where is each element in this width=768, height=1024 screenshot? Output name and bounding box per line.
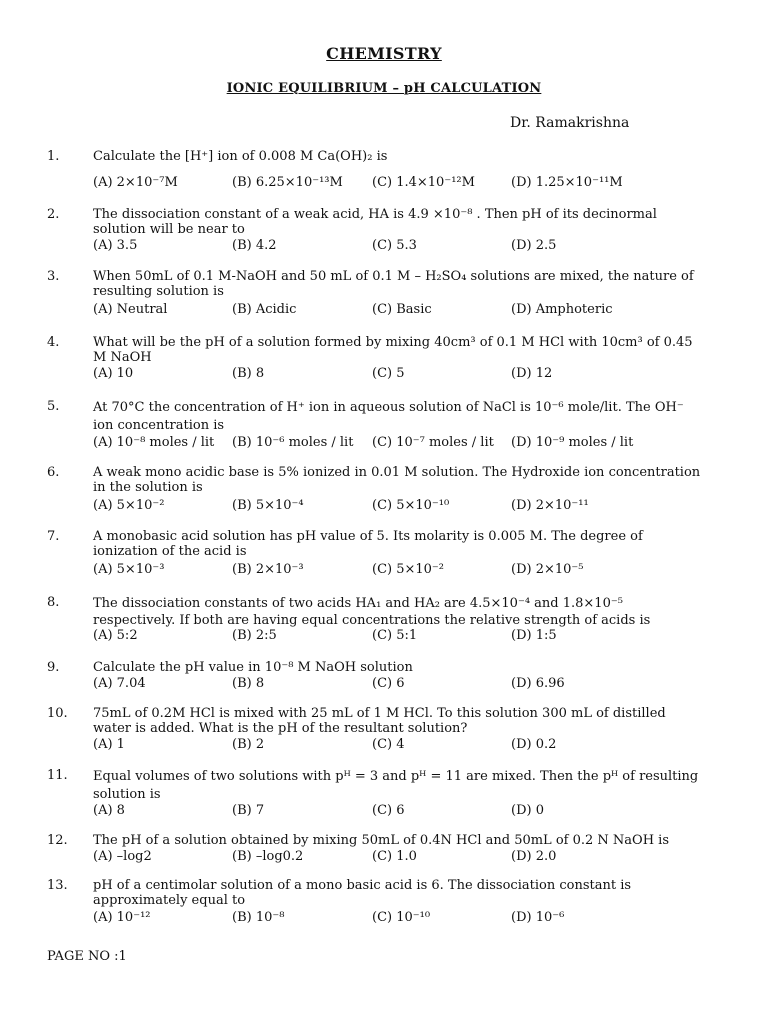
option-d: (D) 2×10⁻⁵ <box>511 562 584 577</box>
option-b: (B) 10⁻⁸ <box>232 910 285 925</box>
options-row <box>93 849 713 865</box>
option-a: (A) 8 <box>93 803 125 818</box>
option-b: (B) 6.25×10⁻¹³M <box>232 175 343 190</box>
question-text: Calculate the [H⁺] ion of 0.008 M Ca(OH)₂ is <box>93 149 388 164</box>
option-a: (A) Neutral <box>93 302 168 317</box>
options-row <box>93 628 713 644</box>
option-b: (B) 10⁻⁶ moles / lit <box>232 435 354 450</box>
page-number: PAGE NO :1 <box>47 949 127 964</box>
option-a: (A) 5×10⁻² <box>93 498 165 513</box>
question-number: 13. <box>47 878 68 893</box>
option-d: (D) 12 <box>511 366 553 381</box>
question-text: What will be the pH of a solution formed by mixing 40cm³ of 0.1 M HCl with 10cm³ of 0.45 M NaOH <box>93 335 693 365</box>
option-c: (C) 5×10⁻² <box>372 562 445 577</box>
question-text: Calculate the pH value in 10⁻⁸ M NaOH solution <box>93 660 413 675</box>
question-text: The pH of a solution obtained by mixing 50mL of 0.4N HCl and 50mL of 0.2 N NaOH is <box>93 833 669 848</box>
option-c: (C) 6 <box>372 803 405 818</box>
options-row <box>93 737 713 753</box>
question-text: At 70°C the concentration of H⁺ ion in aqueous solution of NaCl is 10⁻⁶ mole/lit. The OH⁻ ion concentration is <box>93 400 684 433</box>
option-d: (D) 0.2 <box>511 737 557 752</box>
option-c: (C) 10⁻⁷ moles / lit <box>372 435 494 450</box>
option-d: (D) 10⁻⁶ <box>511 910 565 925</box>
question-number: 7. <box>47 529 60 544</box>
option-b: (B) 4.2 <box>232 238 277 253</box>
option-d: (D) 0 <box>511 803 544 818</box>
question-number: 10. <box>47 706 68 721</box>
option-b: (B) 5×10⁻⁴ <box>232 498 304 513</box>
question-number: 12. <box>47 833 68 848</box>
option-d: (D) 1:5 <box>511 628 557 643</box>
options-row <box>93 366 713 382</box>
option-a: (A) 5:2 <box>93 628 138 643</box>
question-text: pH of a centimolar solution of a mono basic acid is 6. The dissociation constant is approximately equal to <box>93 878 632 908</box>
option-b: (B) Acidic <box>232 302 297 317</box>
question-text: The dissociation constants of two acids HA₁ and HA₂ are 4.5×10⁻⁴ and 1.8×10⁻⁵ respectively. If both are having equal concentrations the relative strength of acids is <box>93 596 651 628</box>
option-c: (C) Basic <box>372 302 432 317</box>
question-text: A monobasic acid solution has pH value of 5. Its molarity is 0.005 M. The degree of ionization of the acid is <box>93 529 643 559</box>
option-d: (D) 2.5 <box>511 238 557 253</box>
question-number: 4. <box>47 335 60 350</box>
option-d: (D) 1.25×10⁻¹¹M <box>511 175 623 190</box>
option-c: (C) 5×10⁻¹⁰ <box>372 498 450 513</box>
option-a: (A) 5×10⁻³ <box>93 562 165 577</box>
question-text: Equal volumes of two solutions with pᴴ = 3 and pᴴ = 11 are mixed. Then the pᴴ of resulting solution is <box>93 769 699 802</box>
option-c: (C) 5.3 <box>372 238 417 253</box>
document-subtitle: IONIC EQUILIBRIUM – pH CALCULATION <box>226 81 542 96</box>
question-number: 8. <box>47 595 60 610</box>
options-row <box>93 562 713 578</box>
options-row <box>93 498 713 514</box>
option-a: (A) 10⁻⁸ moles / lit <box>93 435 215 450</box>
question-number: 11. <box>47 768 68 783</box>
option-d: (D) 10⁻⁹ moles / lit <box>511 435 634 450</box>
options-row <box>93 238 713 254</box>
option-b: (B) 8 <box>232 676 265 691</box>
author-name: Dr. Ramakrishna <box>510 115 630 131</box>
question-text: A weak mono acidic base is 5% ionized in 0.01 M solution. The Hydroxide ion concentration in the solution is <box>93 465 701 495</box>
option-c: (C) 5 <box>372 366 405 381</box>
option-b: (B) 2:5 <box>232 628 277 643</box>
option-c: (C) 6 <box>372 676 405 691</box>
option-d: (D) 2×10⁻¹¹ <box>511 498 589 513</box>
option-d: (D) Amphoteric <box>511 302 613 317</box>
option-a: (A) 7.04 <box>93 676 146 691</box>
option-c: (C) 10⁻¹⁰ <box>372 910 431 925</box>
option-c: (C) 1.0 <box>372 849 417 864</box>
options-row <box>93 302 713 318</box>
question-number: 3. <box>47 269 60 284</box>
option-a: (A) 3.5 <box>93 238 138 253</box>
option-a: (A) 10⁻¹² <box>93 910 151 925</box>
options-row <box>93 676 713 692</box>
options-row <box>93 175 713 191</box>
option-d: (D) 6.96 <box>511 676 565 691</box>
option-b: (B) 8 <box>232 366 265 381</box>
options-row <box>93 435 713 451</box>
option-b: (B) 2 <box>232 737 265 752</box>
option-a: (A) 10 <box>93 366 134 381</box>
option-c: (C) 1.4×10⁻¹²M <box>372 175 475 190</box>
question-number: 9. <box>47 660 60 675</box>
option-c: (C) 5:1 <box>372 628 418 643</box>
question-text: The dissociation constant of a weak acid, HA is 4.9 ×10⁻⁸ . Then pH of its decinormal solution will be near to <box>93 207 657 237</box>
question-text: When 50mL of 0.1 M-NaOH and 50 mL of 0.1 M – H₂SO₄ solutions are mixed, the nature of resulting solution is <box>93 269 694 299</box>
question-number: 5. <box>47 399 60 414</box>
question-number: 2. <box>47 207 60 222</box>
options-row <box>93 910 713 926</box>
option-a: (A) 2×10⁻⁷M <box>93 175 178 190</box>
option-b: (B) 2×10⁻³ <box>232 562 304 577</box>
option-a: (A) –log2 <box>93 849 152 864</box>
option-a: (A) 1 <box>93 737 125 752</box>
question-text: 75mL of 0.2M HCl is mixed with 25 mL of 1 M HCl. To this solution 300 mL of distilled water is added. What is the pH of the resultant solution? <box>93 706 666 736</box>
option-d: (D) 2.0 <box>511 849 557 864</box>
option-c: (C) 4 <box>372 737 405 752</box>
document-title: CHEMISTRY <box>326 44 442 63</box>
question-number: 6. <box>47 465 60 480</box>
option-b: (B) –log0.2 <box>232 849 304 864</box>
options-row <box>93 803 713 819</box>
question-number: 1. <box>47 149 60 164</box>
option-b: (B) 7 <box>232 803 265 818</box>
